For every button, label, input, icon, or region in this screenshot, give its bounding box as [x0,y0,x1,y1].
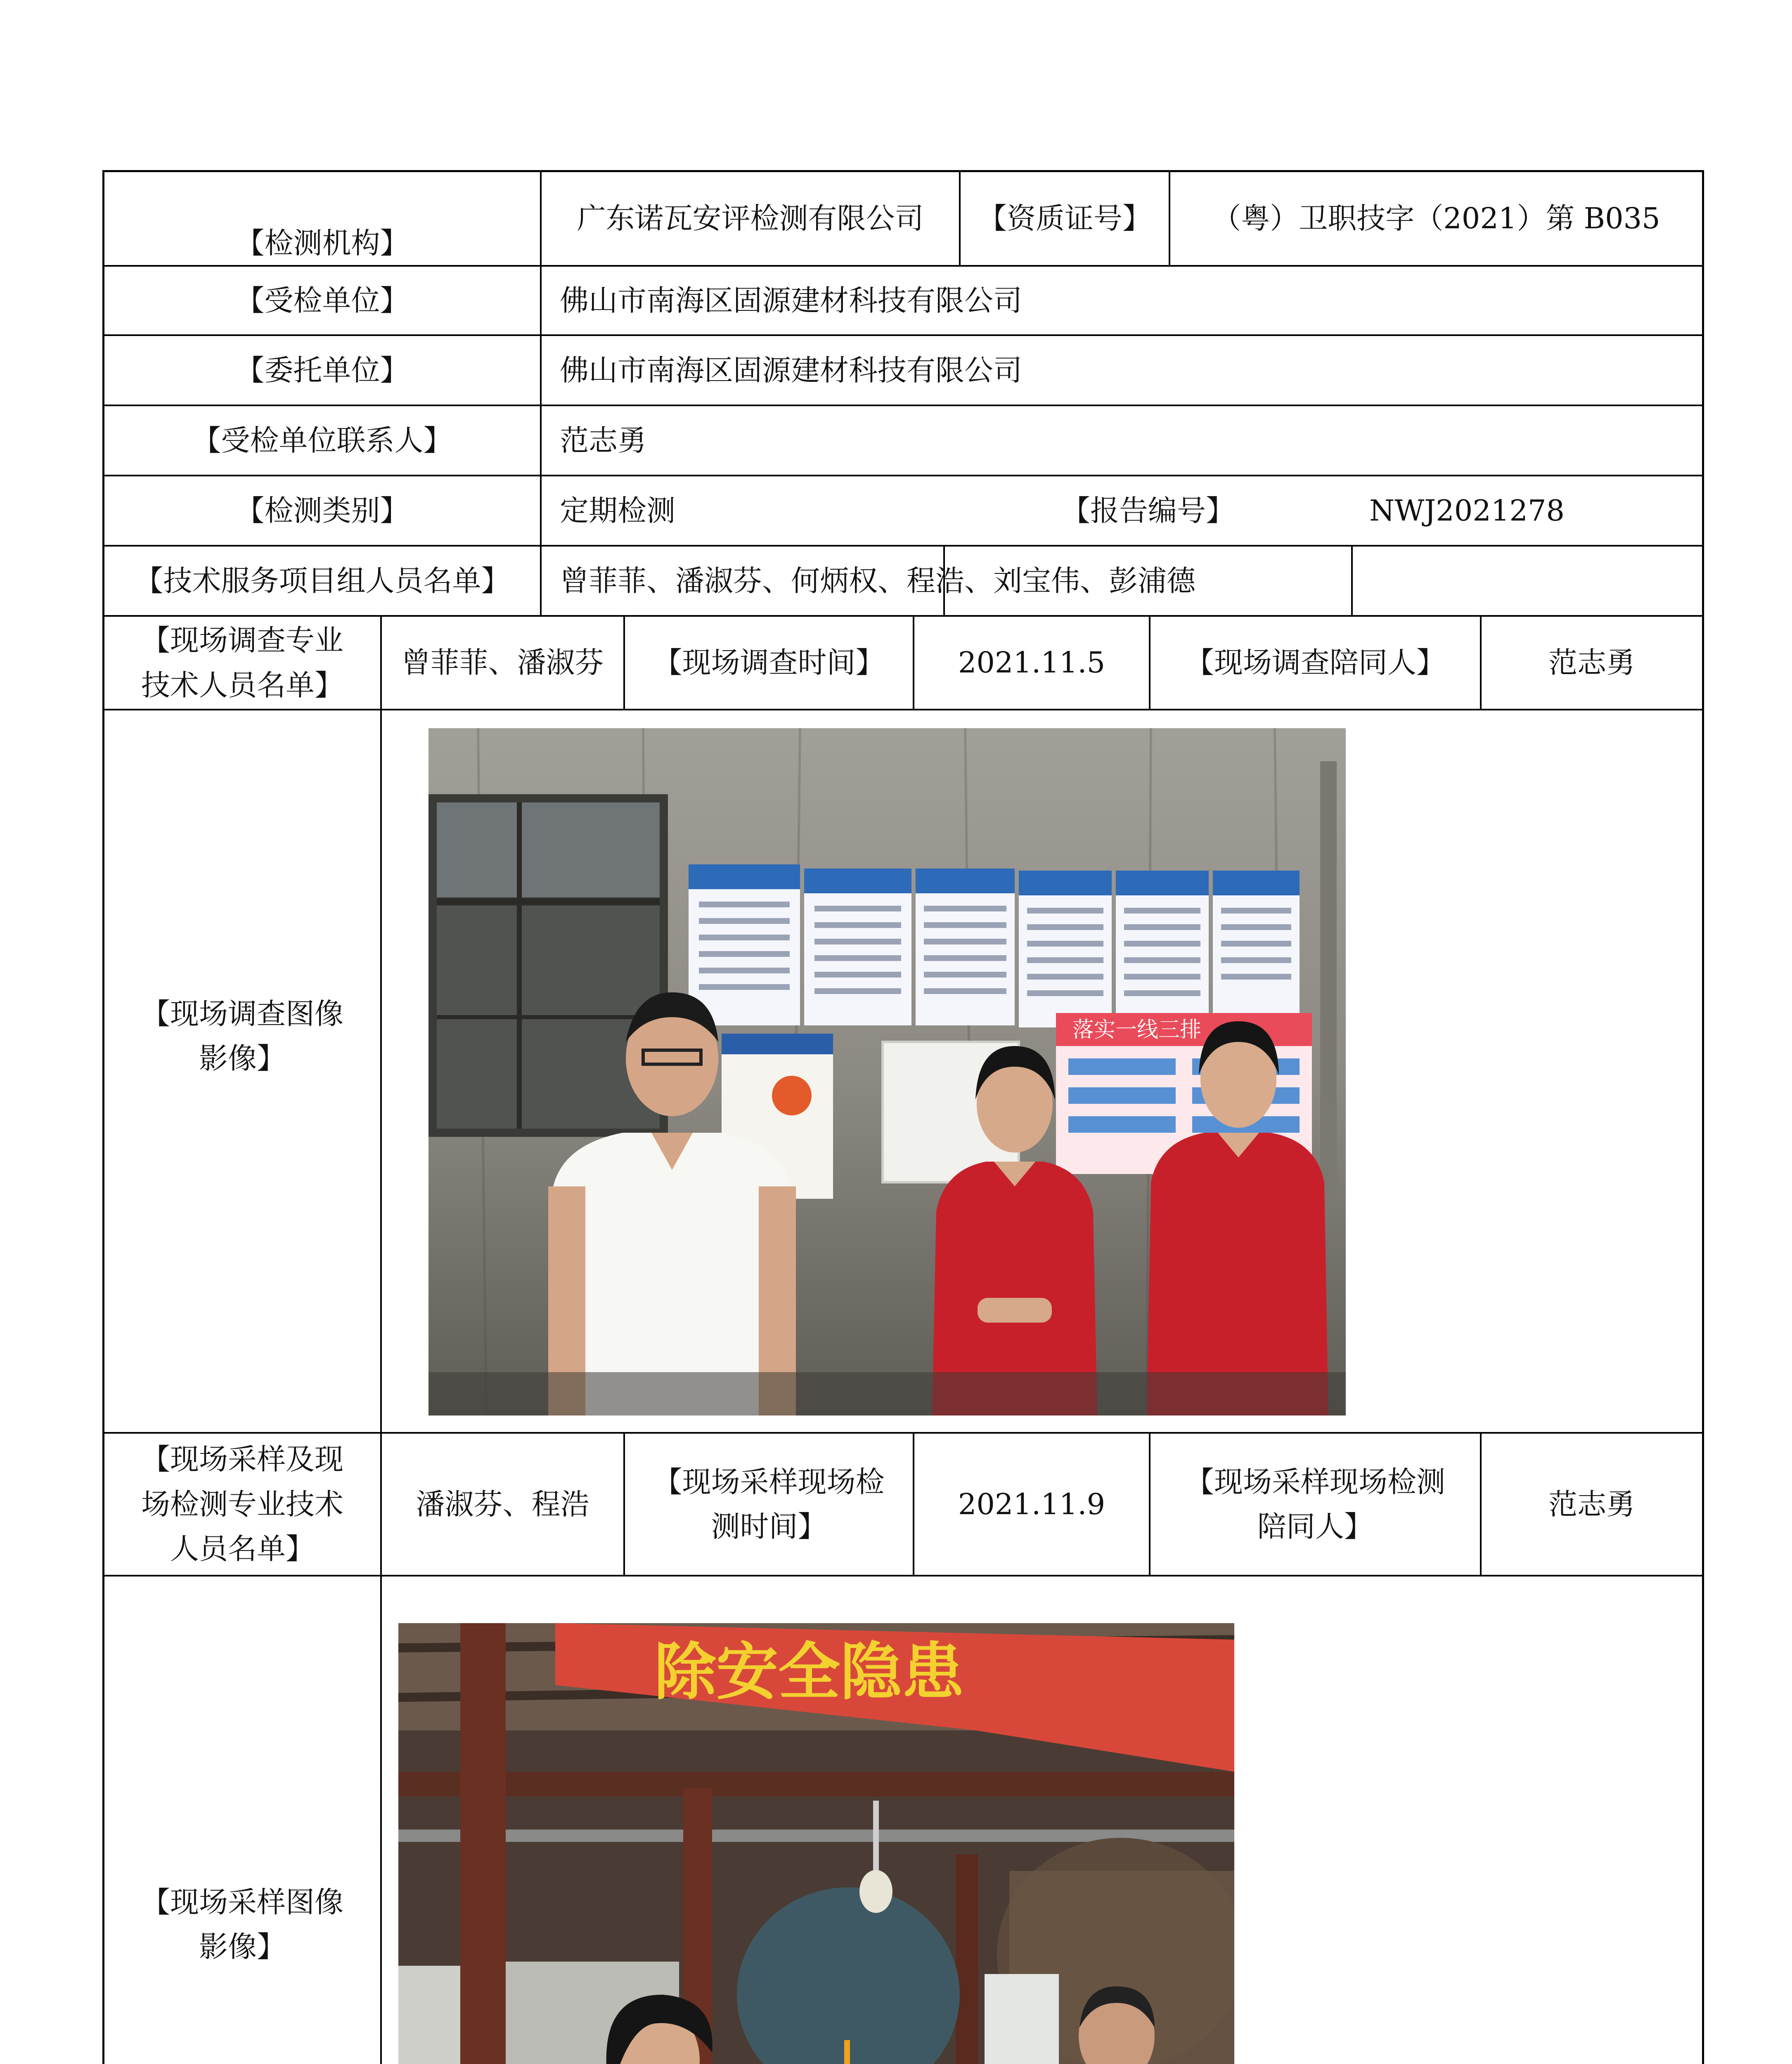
sampling-staff-label-line: 【现场采样及现 [141,1442,343,1477]
survey-time-value: 2021.11.5 [958,646,1106,680]
contact-value: 范志勇 [560,423,646,457]
survey-staff-value: 曾菲菲、潘淑芬 [401,646,604,680]
report-number-value: NWJ2021278 [1369,493,1565,528]
sampling-escort-value: 范志勇 [1548,1487,1635,1521]
sampling-staff-label [104,1434,380,1575]
sampling-image-label-line: 【现场采样图像 [141,1885,343,1919]
sampling-staff-label-line: 人员名单】 [170,1532,315,1566]
sampling-banner-text: 除安全隐患 [654,1636,964,1708]
inspected-unit-value: 佛山市南海区固源建材科技有限公司 [560,283,1022,317]
category-label: 【检测类别】 [235,493,409,528]
survey-escort-label: 【现场调查陪同人】 [1185,646,1445,680]
sampling-photo-illustration [398,1623,1234,2064]
survey-image-label [104,710,380,1432]
survey-escort-value: 范志勇 [1548,646,1635,680]
contact-label: 【受检单位联系人】 [192,423,452,457]
sampling-time-label-line: 【现场采样现场检 [653,1465,885,1499]
inspection-record-table [102,170,1704,2064]
institution-value: 广东诺瓦安评检测有限公司 [577,201,924,236]
col-divider [380,615,382,2064]
sampling-time-value: 2021.11.9 [958,1487,1106,1521]
entrusting-unit-label: 【委托单位】 [235,353,409,387]
sampling-time-label [625,1434,913,1575]
sampling-image-label-line: 影像】 [199,1930,286,1964]
survey-banner-text: 落实一线三排 [1072,1018,1202,1042]
survey-staff-label [104,617,380,709]
team-value: 曾菲菲、潘淑芬、何炳权、程浩、刘宝伟、彭浦德 [560,563,1195,598]
sampling-escort-label-line: 【现场采样现场检测 [1185,1465,1445,1499]
survey-photo-illustration [428,728,1346,1415]
sampling-image-label [104,1576,380,2064]
sampling-escort-label [1150,1434,1480,1575]
entrusting-unit-value: 佛山市南海区固源建材科技有限公司 [560,353,1022,387]
sampling-staff-value: 潘淑芬、程浩 [416,1487,589,1521]
institution-label: 【检测机构】 [235,226,409,260]
sampling-staff-label-line: 场检测专业技术 [141,1487,343,1521]
report-number-label: 【报告编号】 [1061,493,1235,528]
survey-photo [428,728,1346,1415]
team-label: 【技术服务项目组人员名单】 [134,563,510,598]
survey-image-label-line: 影像】 [199,1041,286,1075]
survey-time-label: 【现场调查时间】 [653,646,885,680]
sampling-escort-label-line: 陪同人】 [1257,1510,1373,1543]
category-value: 定期检测 [560,493,675,528]
inspected-unit-label: 【受检单位】 [235,283,409,317]
survey-staff-label-line: 技术人员名单】 [141,668,343,702]
certificate-label: 【资质证号】 [978,201,1151,236]
certificate-value: （粤）卫职技字（2021）第 B035 [1212,201,1660,236]
survey-staff-label-line: 【现场调查专业 [141,623,343,657]
sampling-photo [398,1623,1234,2064]
sampling-time-label-line: 测时间】 [711,1510,827,1543]
survey-image-label-line: 【现场调查图像 [141,996,343,1031]
